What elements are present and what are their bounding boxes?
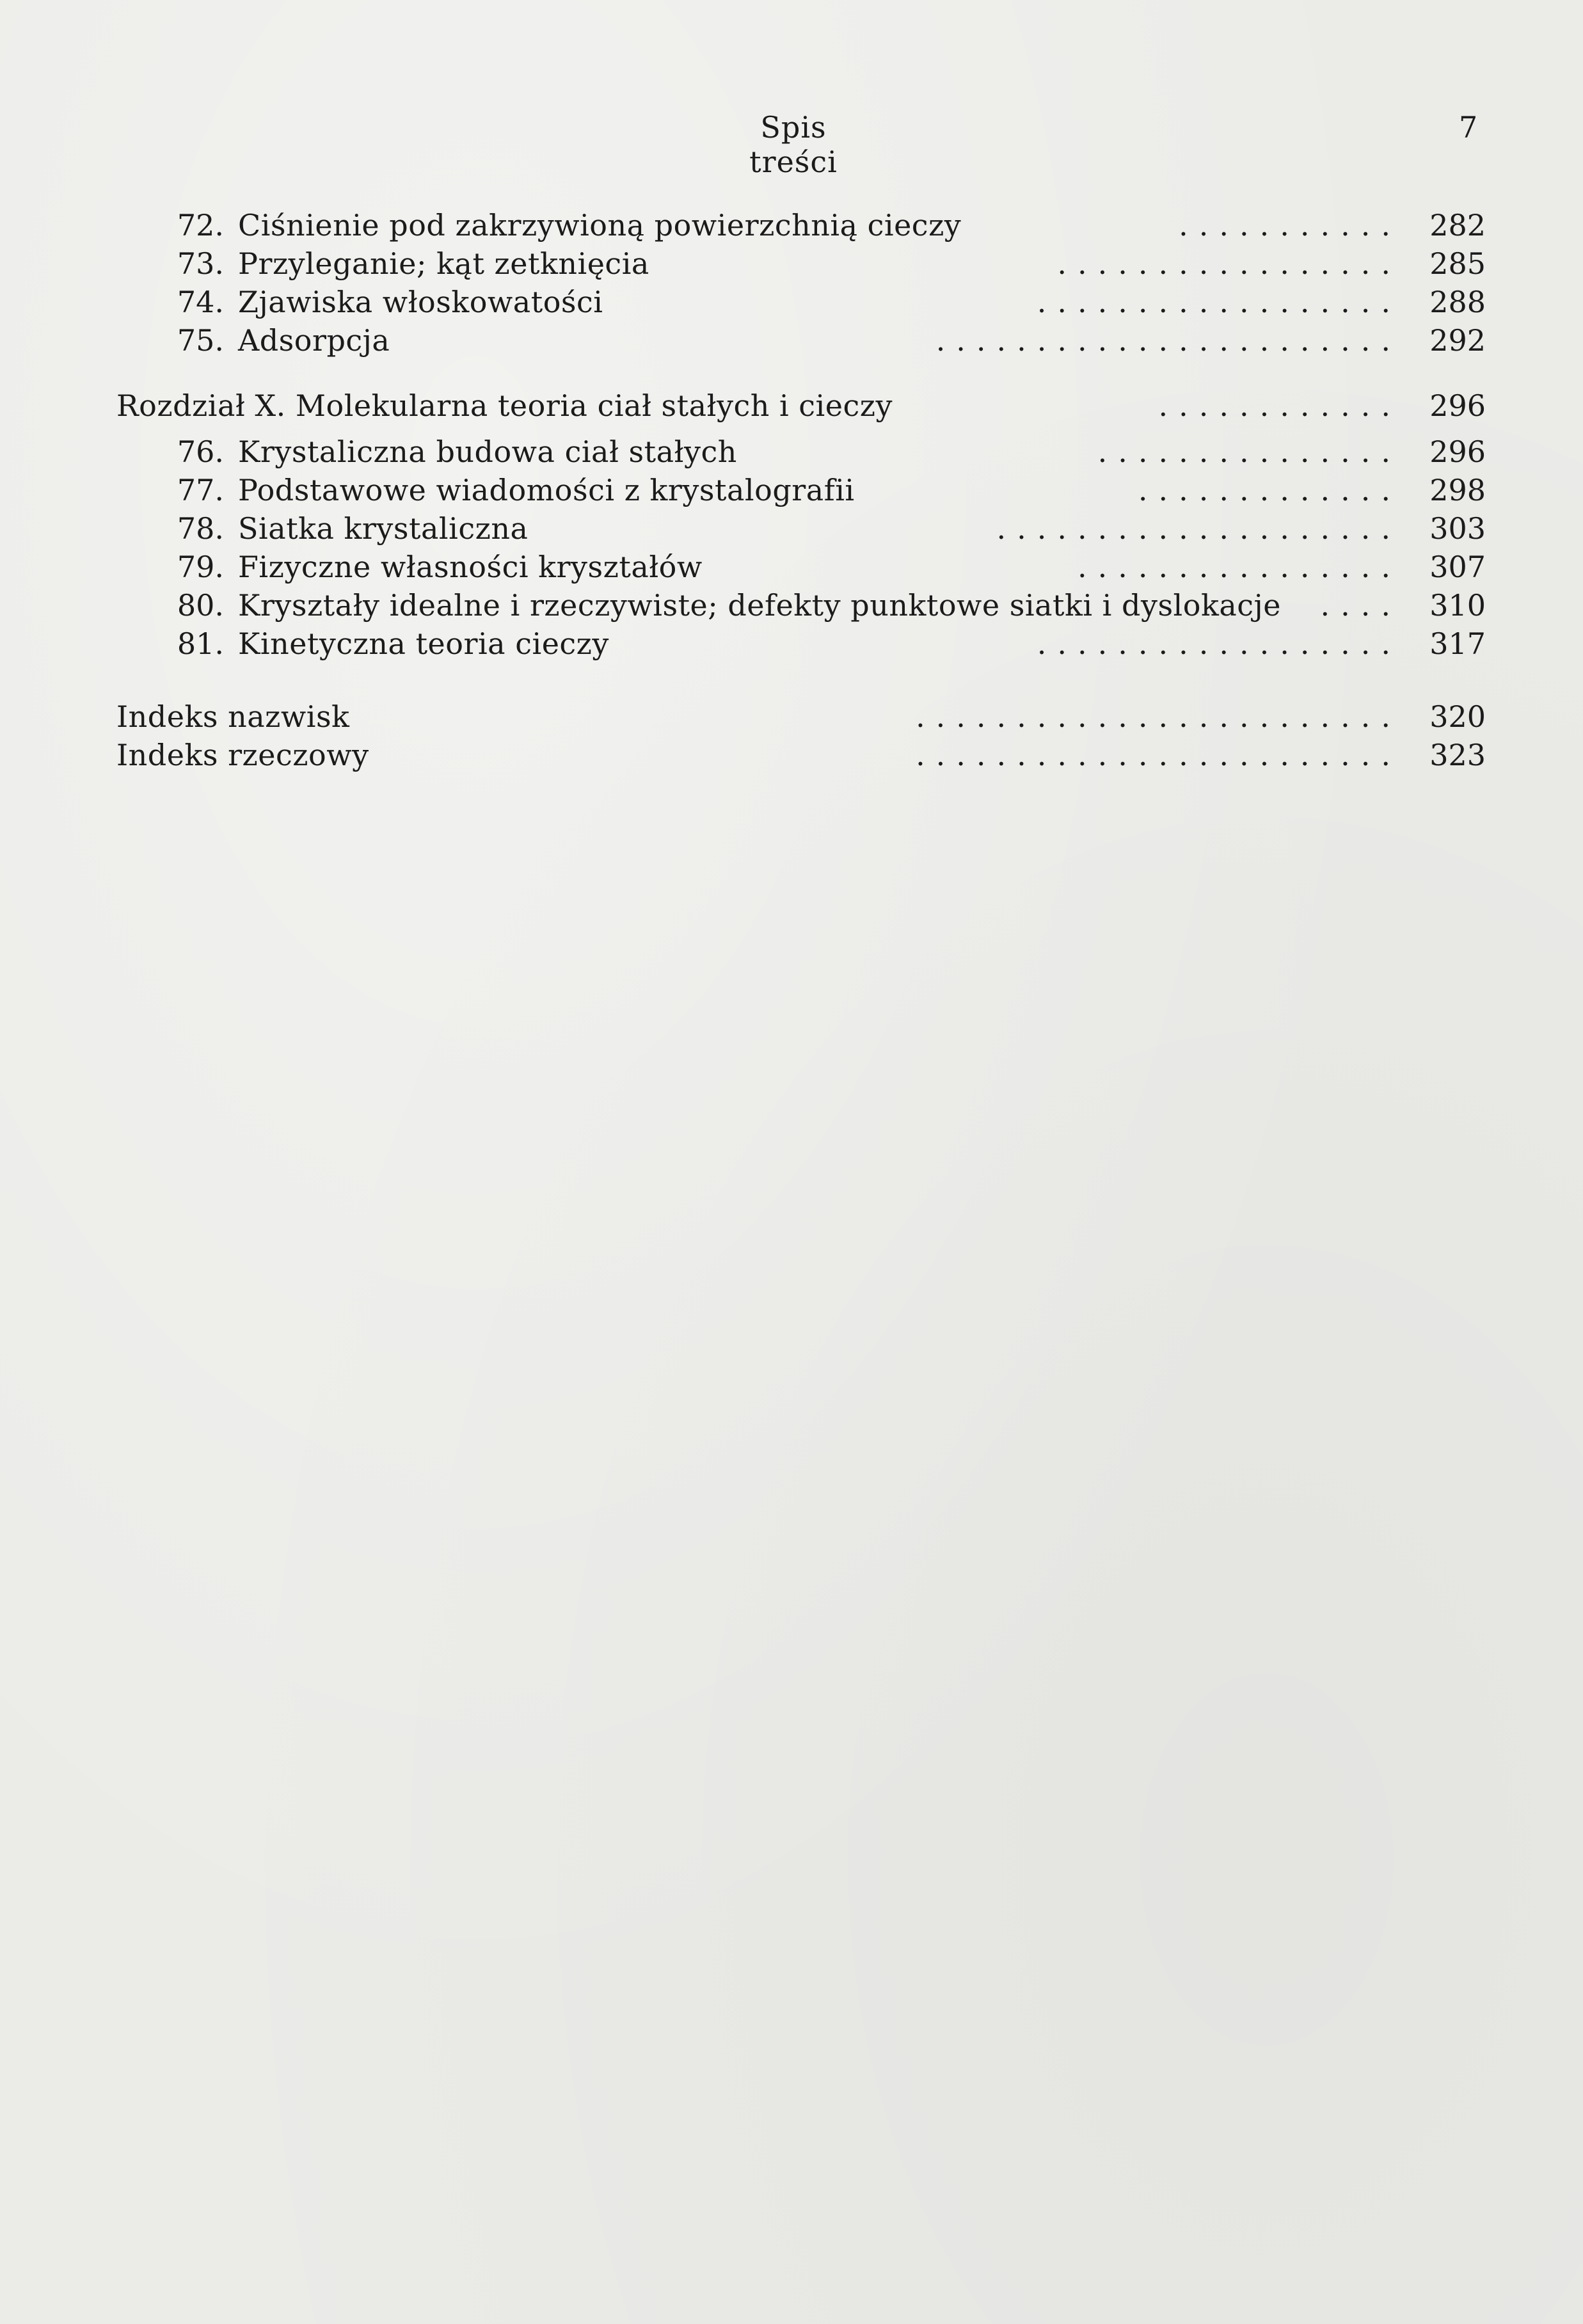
dot-leader: ........................: [916, 699, 1401, 734]
toc-entry: [0, 509, 1583, 548]
entry-title: Siatka krystaliczna: [238, 511, 529, 546]
dot-leader: .................: [1057, 246, 1401, 281]
chapter-page: 296: [1429, 388, 1486, 423]
entry-number: 74.: [177, 285, 224, 319]
dot-leader: ....................: [996, 511, 1401, 546]
dot-leader: .............: [1138, 473, 1401, 507]
page-number: 7: [1459, 110, 1478, 145]
entry-page: 292: [1429, 323, 1486, 358]
toc-entry: [0, 548, 1583, 586]
entry-title: Krystaliczna budowa ciał stałych: [238, 434, 737, 469]
toc-index: [0, 697, 1583, 736]
entry-number: 72.: [177, 208, 224, 243]
running-title: Spis treści: [749, 110, 838, 179]
entry-number: 76.: [177, 434, 224, 469]
entry-title: Podstawowe wiadomości z krystalografii: [238, 473, 855, 507]
dot-leader: ................: [1078, 550, 1401, 584]
entry-title: Zjawiska włoskowatości: [238, 285, 603, 319]
entry-page: 298: [1429, 473, 1486, 507]
entry-page: 310: [1429, 588, 1486, 623]
toc-index: [0, 736, 1583, 774]
index-page: 320: [1429, 699, 1486, 734]
entry-page: 317: [1429, 626, 1486, 661]
entry-page: 296: [1429, 434, 1486, 469]
entry-title: Kinetyczna teoria cieczy: [238, 626, 609, 661]
dot-leader: ............: [1158, 388, 1401, 423]
entry-page: 303: [1429, 511, 1486, 546]
toc-entry: [0, 283, 1583, 321]
entry-number: 77.: [177, 473, 224, 507]
entry-number: 75.: [177, 323, 224, 358]
entry-title: Fizyczne własności kryształów: [238, 550, 703, 584]
entry-title: Kryształy idealne i rzeczywiste; defekty punktowe siatki i dyslokacje: [238, 588, 1282, 623]
chapter-title: Rozdział X. Molekularna teoria ciał stałych i cieczy: [116, 388, 893, 423]
toc-entry: [0, 321, 1583, 360]
index-title: Indeks rzeczowy: [116, 738, 369, 772]
dot-leader: ....: [1320, 588, 1401, 623]
entry-page: 307: [1429, 550, 1486, 584]
dot-leader: .......................: [935, 323, 1401, 358]
entry-number: 79.: [177, 550, 224, 584]
entry-number: 73.: [177, 246, 224, 281]
dot-leader: ...............: [1097, 434, 1401, 469]
dot-leader: ..................: [1037, 626, 1401, 661]
toc-entry: [0, 433, 1583, 471]
dot-leader: ...........: [1179, 208, 1401, 243]
running-head: [0, 110, 1583, 179]
entry-page: 285: [1429, 246, 1486, 281]
toc-chapter: [0, 386, 1583, 425]
index-page: 323: [1429, 738, 1486, 772]
dot-leader: ........................: [916, 738, 1401, 772]
entry-number: 81.: [177, 626, 224, 661]
toc-entry: [0, 206, 1583, 244]
dot-leader: ..................: [1037, 285, 1401, 319]
entry-page: 288: [1429, 285, 1486, 319]
toc-entry: [0, 471, 1583, 509]
entry-number: 80.: [177, 588, 224, 623]
toc-entry: [0, 625, 1583, 663]
entry-title: Przyleganie; kąt zetknięcia: [238, 246, 649, 281]
index-title: Indeks nazwisk: [116, 699, 350, 734]
entry-title: Ciśnienie pod zakrzywioną powierzchnią cieczy: [238, 208, 962, 243]
toc-entry: [0, 586, 1583, 625]
entry-title: Adsorpcja: [238, 323, 390, 358]
entry-number: 78.: [177, 511, 224, 546]
entry-page: 282: [1429, 208, 1486, 243]
toc-entry: [0, 244, 1583, 283]
